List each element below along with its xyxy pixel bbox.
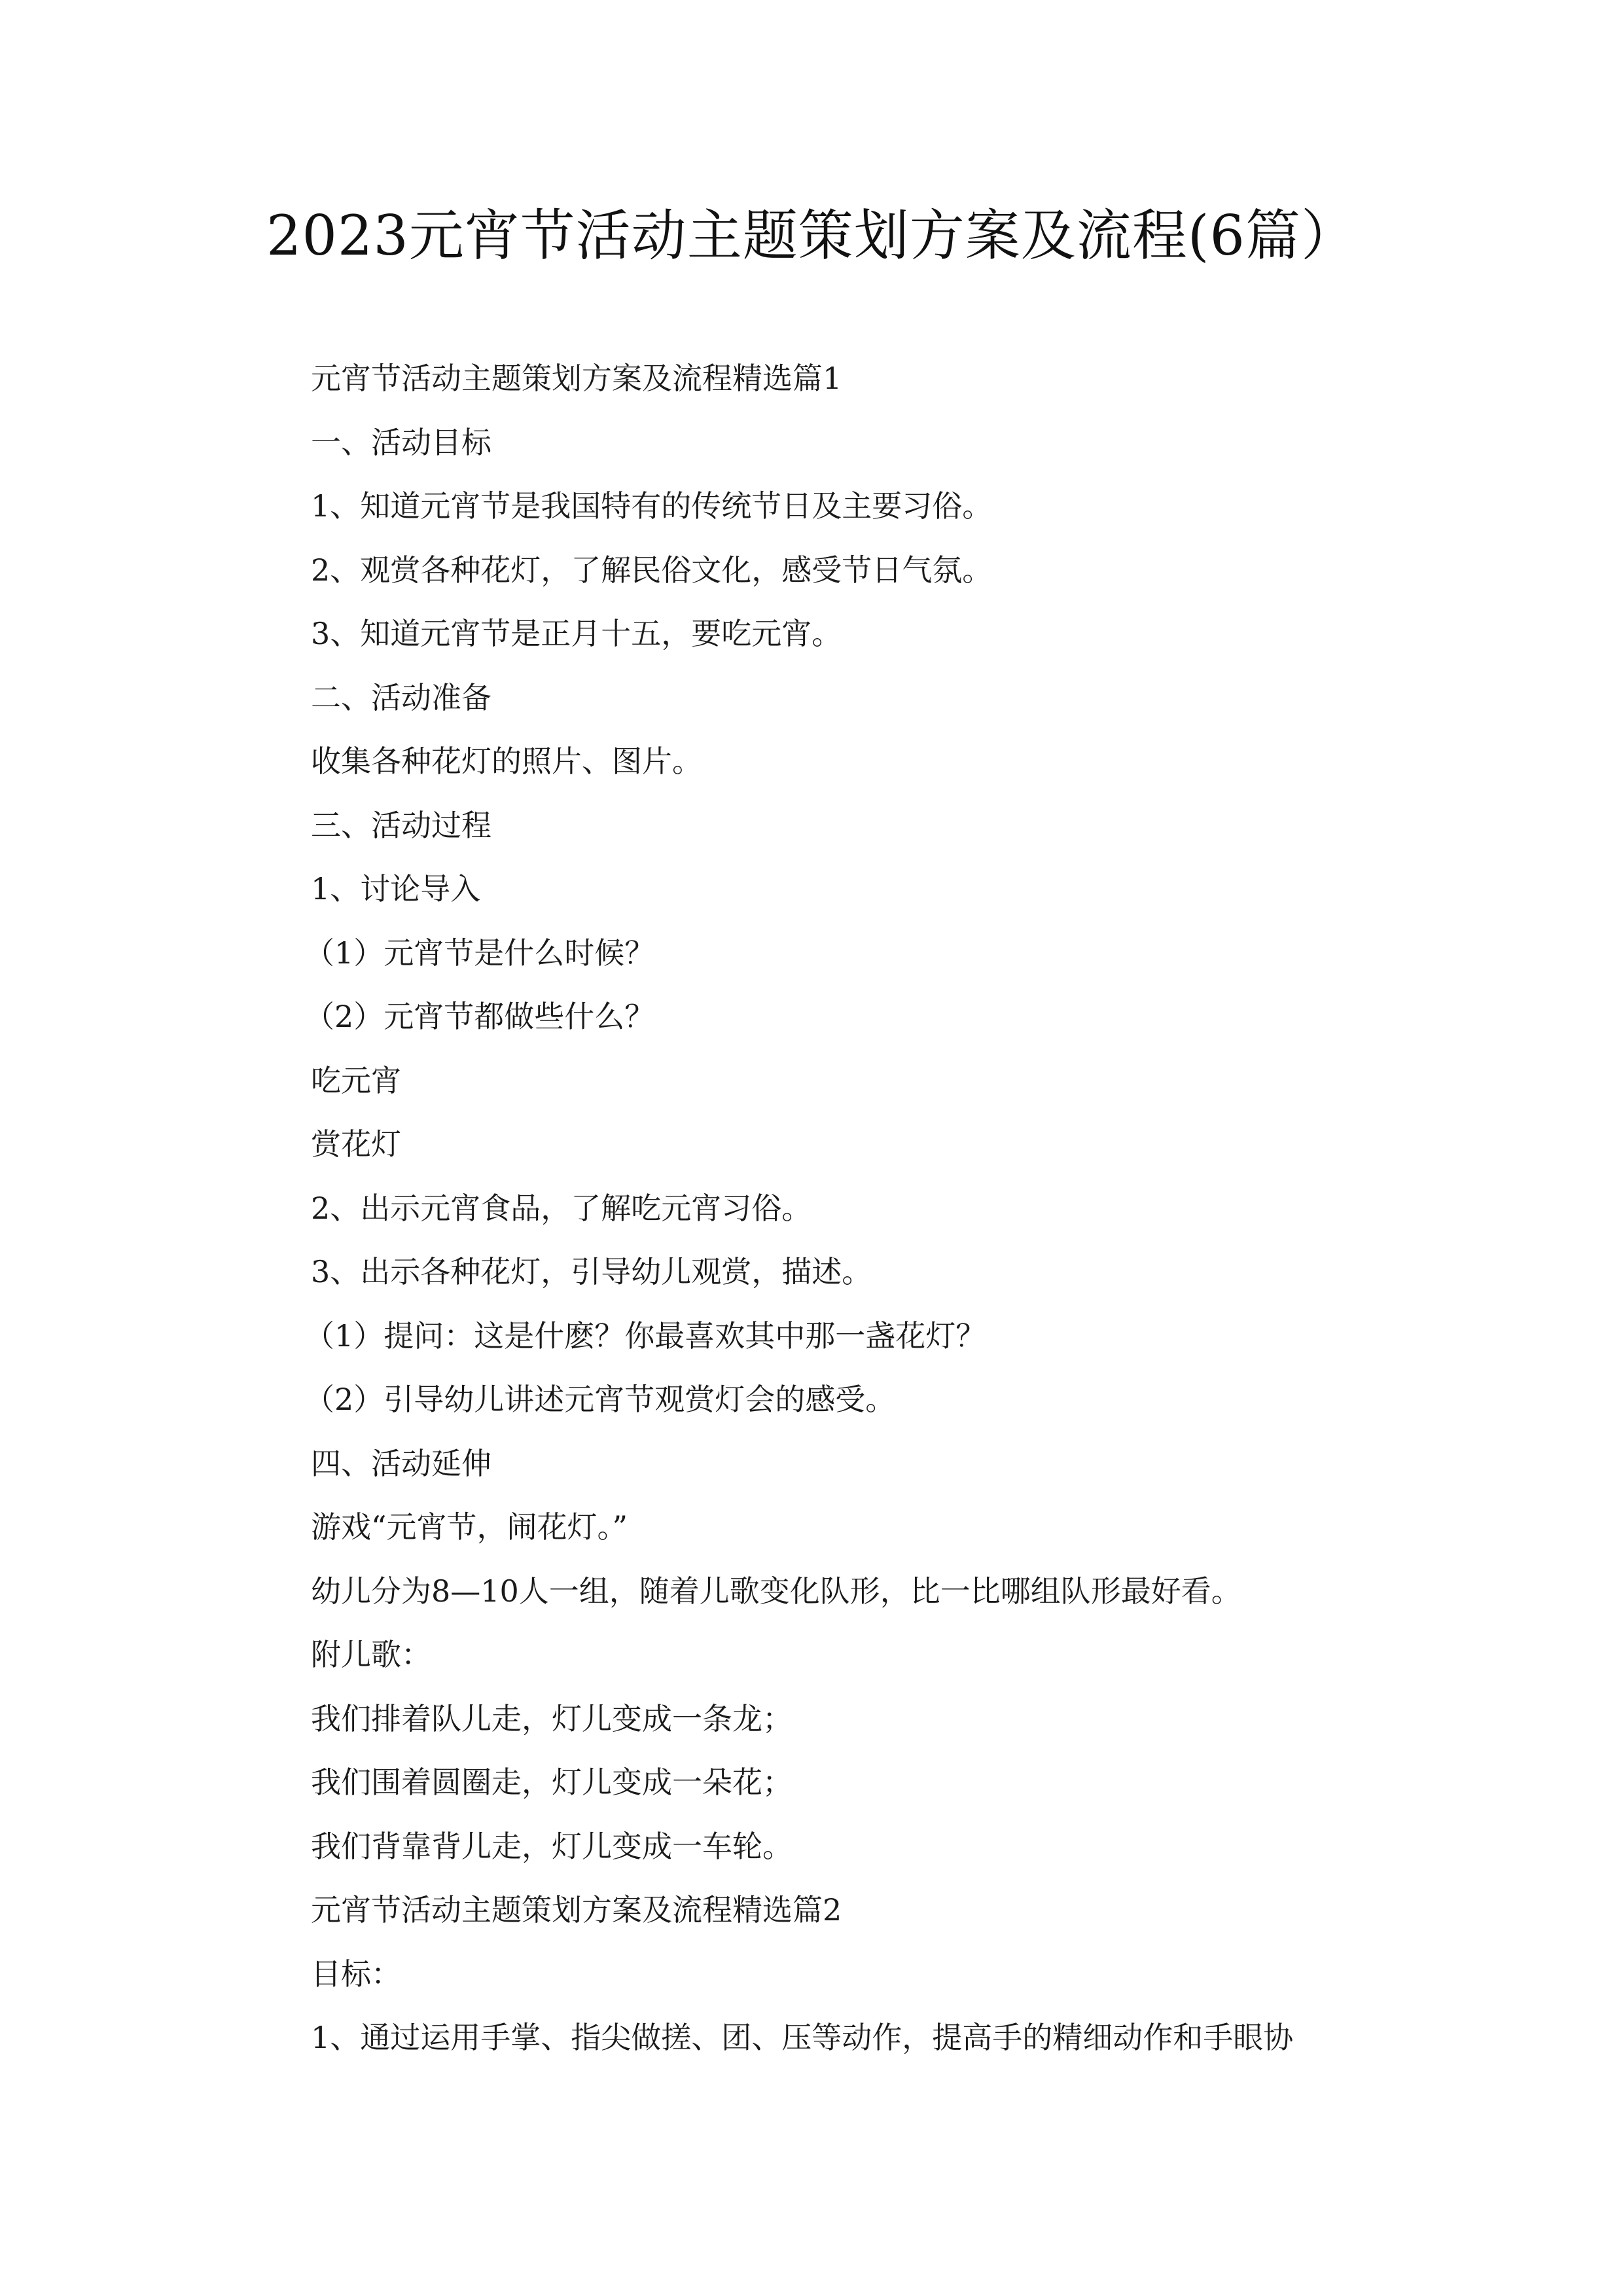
- paragraph: 附儿歌：: [311, 1637, 431, 1672]
- paragraph: 四、活动延伸: [311, 1445, 491, 1481]
- document-title: 2023元宵节活动主题策划方案及流程(6篇）: [266, 204, 1357, 268]
- paragraph: 元宵节活动主题策划方案及流程精选篇2: [311, 1892, 842, 1928]
- paragraph: 我们围着圆圈走，灯儿变成一朵花；: [311, 1765, 793, 1800]
- paragraph: 3、出示各种花灯，引导幼儿观赏，描述。: [311, 1254, 872, 1289]
- paragraph: 1、讨论导入: [311, 871, 481, 906]
- paragraph: 1、通过运用手掌、指尖做搓、团、压等动作，提高手的精细动作和手眼协: [311, 2020, 1294, 2055]
- paragraph: 一、活动目标: [311, 424, 491, 460]
- document-body: [304, 347, 1384, 2070]
- paragraph: 目标：: [311, 1956, 401, 1992]
- paragraph: 2、出示元宵食品，了解吃元宵习俗。: [311, 1190, 812, 1226]
- paragraph: 2、观赏各种花灯，了解民俗文化，感受节日气氛。: [311, 552, 993, 588]
- paragraph: 三、活动过程: [311, 807, 491, 843]
- paragraph: （2）引导幼儿讲述元宵节观赏灯会的感受。: [304, 1382, 896, 1417]
- paragraph: （2）元宵节都做些什么？: [304, 999, 655, 1034]
- paragraph: 3、知道元宵节是正月十五，要吃元宵。: [311, 616, 842, 651]
- paragraph: 我们背靠背儿走，灯儿变成一车轮。: [311, 1828, 793, 1864]
- paragraph: 我们排着队儿走，灯儿变成一条龙；: [311, 1700, 793, 1736]
- paragraph: 游戏“元宵节，闹花灯。”: [311, 1509, 628, 1545]
- paragraph: 赏花灯: [311, 1126, 401, 1162]
- paragraph: 元宵节活动主题策划方案及流程精选篇1: [311, 361, 842, 396]
- paragraph: 1、知道元宵节是我国特有的传统节日及主要习俗。: [311, 488, 993, 524]
- paragraph: 幼儿分为8—10人一组，随着儿歌变化队形，比一比哪组队形最好看。: [311, 1573, 1241, 1609]
- paragraph: 吃元宵: [311, 1062, 401, 1098]
- paragraph: 二、活动准备: [311, 679, 491, 715]
- paragraph: （1）提问：这是什麽？你最喜欢其中那一盏花灯？: [304, 1318, 986, 1354]
- paragraph: （1）元宵节是什么时候？: [304, 935, 655, 971]
- paragraph: 收集各种花灯的照片、图片。: [311, 744, 702, 779]
